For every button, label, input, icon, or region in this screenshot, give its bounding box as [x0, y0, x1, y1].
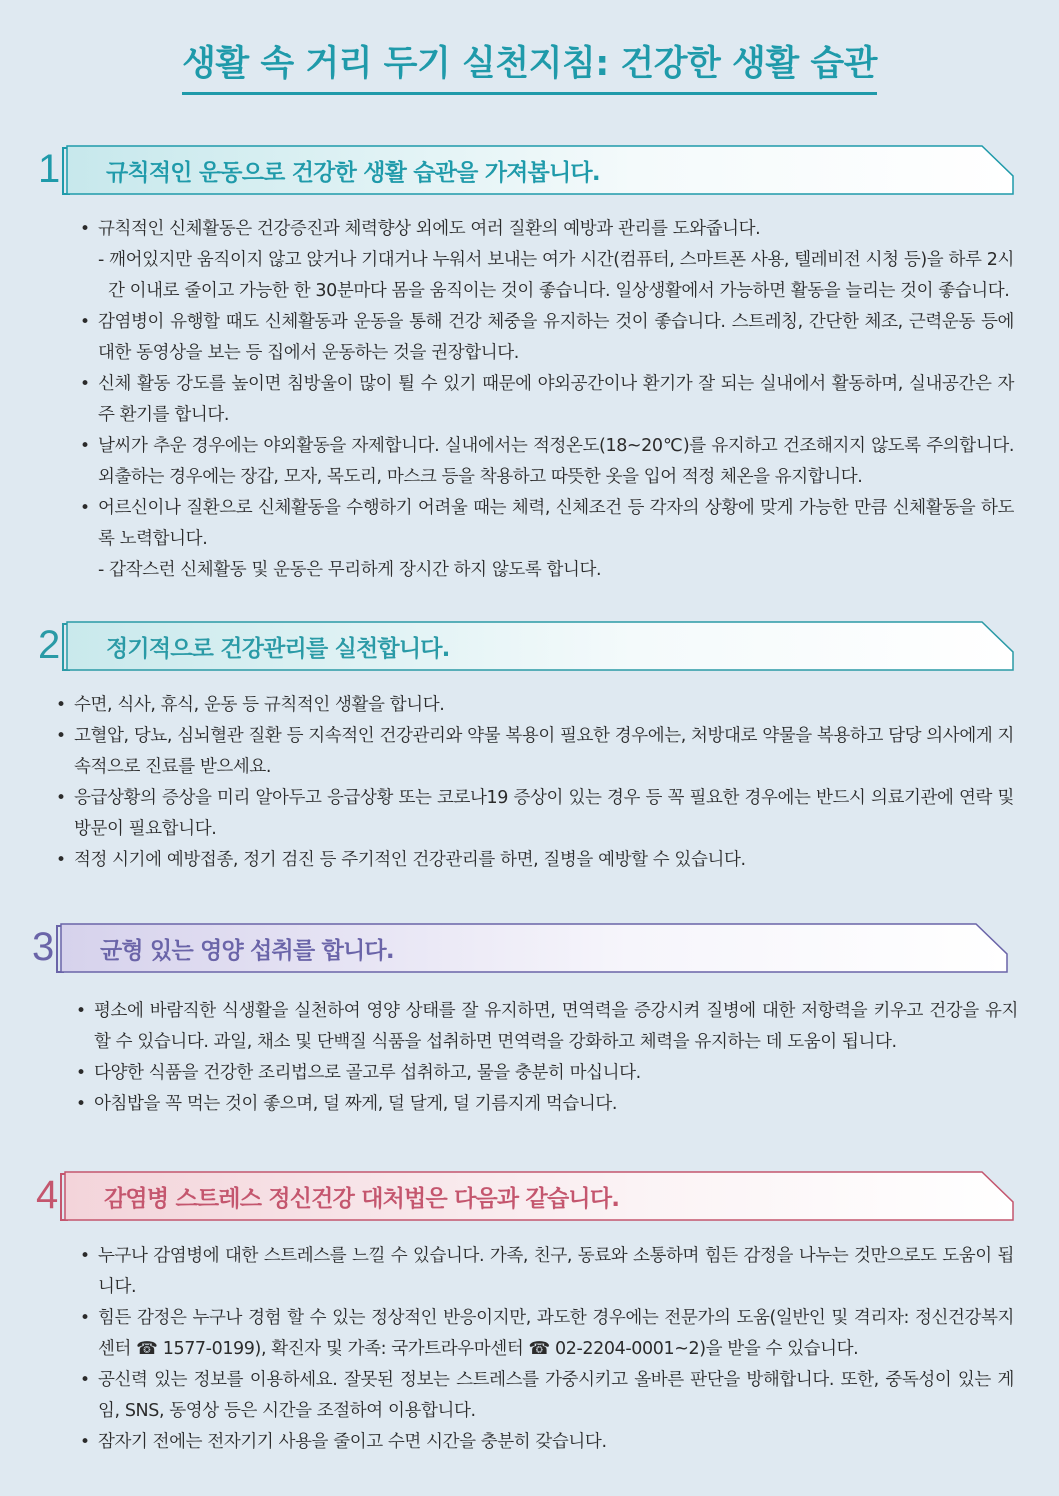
section-1-banner	[66, 145, 1014, 195]
list-item: • 고혈압, 당뇨, 심뇌혈관 질환 등 지속적인 건강관리와 약물 복용이 필요한 경우에는, 처방대로 약물을 복용하고 담당 의사에게 지속적으로 진료를 받으세요.	[56, 721, 1014, 783]
bullet-dot: •	[76, 1001, 86, 1021]
bullet-dot: •	[76, 1063, 86, 1083]
section-1-heading: 규칙적인 운동으로 건강한 생활 습관을 가져봅니다.	[106, 160, 600, 186]
section-4-banner	[64, 1171, 1014, 1221]
bullet-dot: •	[80, 436, 90, 456]
bullet-dot: •	[56, 788, 66, 808]
section-3-number: 3	[32, 925, 55, 969]
section-2-heading: 정기적으로 건강관리를 실천합니다.	[106, 636, 450, 662]
bullet-dot: •	[56, 726, 66, 746]
section-4-number: 4	[36, 1173, 59, 1217]
section-1	[0, 144, 1059, 584]
section-3	[0, 922, 1059, 1142]
section-4	[0, 1168, 1059, 1478]
bullet-dot: •	[80, 312, 90, 332]
bullet-dot: •	[56, 695, 66, 715]
page-title-wrap	[0, 42, 1059, 95]
bullet-dot: •	[80, 219, 90, 239]
list-item: • 평소에 바람직한 식생활을 실천하여 영양 상태를 잘 유지하면, 면역력을 증강시켜 질병에 대한 저항력을 키우고 건강을 유지할 수 있습니다. 과일, 채소 및 단백질 식품을 섭취하면 면역력을 강화하고 체력을 유지하는 데 도움이 됩니다.	[76, 996, 1018, 1058]
section-1-number: 1	[38, 147, 61, 191]
section-2-number: 2	[38, 623, 61, 667]
bullet-dot: •	[80, 374, 90, 394]
list-item: • 감염병이 유행할 때도 신체활동과 운동을 통해 건강 체중을 유지하는 것이 좋습니다. 스트레칭, 간단한 체조, 근력운동 등에 대한 동영상을 보는 등 집에서 운동하는 것을 권장합니다.	[80, 307, 1014, 369]
section-3-list	[76, 996, 1018, 1120]
bullet-dot: •	[80, 1246, 90, 1266]
list-item: • 어르신이나 질환으로 신체활동을 수행하기 어려울 때는 체력, 신체조건 등 각자의 상황에 맞게 가능한 만큼 신체활동을 하도록 노력합니다.	[80, 493, 1014, 555]
list-item: • 다양한 식품을 건강한 조리법으로 골고루 섭취하고, 물을 충분히 마십니다.	[76, 1058, 1018, 1089]
list-item: • 적정 시기에 예방접종, 정기 검진 등 주기적인 건강관리를 하면, 질병을 예방할 수 있습니다.	[56, 845, 1014, 876]
page-title: 생활 속 거리 두기 실천지침: 건강한 생활 습관	[182, 42, 877, 95]
section-4-heading: 감염병 스트레스 정신건강 대처법은 다음과 같습니다.	[104, 1186, 620, 1212]
list-item: • 아침밥을 꼭 먹는 것이 좋으며, 덜 짜게, 덜 달게, 덜 기름지게 먹습니다.	[76, 1089, 1018, 1120]
section-1-list	[80, 214, 1014, 586]
list-subitem: - 깨어있지만 움직이지 않고 앉거나 기대거나 누워서 보내는 여가 시간(컴퓨터, 스마트폰 사용, 텔레비전 시청 등)을 하루 2시간 이내로 줄이고 가능한 한 30분마다 몸을 움직이는 것이 좋습니다. 일상생활에서 가능하면 활동을 늘리는 것이 좋습니다.	[98, 250, 1014, 301]
list-item: • 힘든 감정은 누구나 경험 할 수 있는 정상적인 반응이지만, 과도한 경우에는 전문가의 도움(일반인 및 격리자: 정신건강복지센터 ☎ 1577-0199), 확진자 및 가족: 국가트라우마센터 ☎ 02-2204-0001~2)을 받을 수 있습니다.	[80, 1303, 1014, 1365]
section-2	[0, 620, 1059, 890]
list-item: • 잠자기 전에는 전자기기 사용을 줄이고 수면 시간을 충분히 갖습니다.	[80, 1427, 1014, 1458]
list-item: • 수면, 식사, 휴식, 운동 등 규칙적인 생활을 합니다.	[56, 690, 1014, 721]
section-3-heading: 균형 있는 영양 섭취를 합니다.	[100, 938, 394, 964]
section-2-list	[56, 690, 1014, 876]
list-item: • 신체 활동 강도를 높이면 침방울이 많이 튈 수 있기 때문에 야외공간이나 환기가 잘 되는 실내에서 활동하며, 실내공간은 자주 환기를 합니다.	[80, 369, 1014, 431]
list-item: • 응급상황의 증상을 미리 알아두고 응급상황 또는 코로나19 증상이 있는 경우 등 꼭 필요한 경우에는 반드시 의료기관에 연락 및 방문이 필요합니다.	[56, 783, 1014, 845]
list-subitem: - 갑작스런 신체활동 및 운동은 무리하게 장시간 하지 않도록 합니다.	[98, 560, 602, 580]
bullet-dot: •	[76, 1094, 86, 1114]
bullet-dot: •	[80, 1370, 90, 1390]
list-item: • 규칙적인 신체활동은 건강증진과 체력향상 외에도 여러 질환의 예방과 관리를 도와줍니다.	[80, 214, 1014, 245]
list-item: • 공신력 있는 정보를 이용하세요. 잘못된 정보는 스트레스를 가중시키고 올바른 판단을 방해합니다. 또한, 중독성이 있는 게임, SNS, 동영상 등은 시간을 조절하여 이용합니다.	[80, 1365, 1014, 1427]
list-item: • 날씨가 추운 경우에는 야외활동을 자제합니다. 실내에서는 적정온도(18~20℃)를 유지하고 건조해지지 않도록 주의합니다. 외출하는 경우에는 장갑, 모자, 목도리, 마스크 등을 착용하고 따뜻한 옷을 입어 적정 체온을 유지합니다.	[80, 431, 1014, 493]
bullet-dot: •	[80, 1308, 90, 1328]
list-item: • 누구나 감염병에 대한 스트레스를 느낄 수 있습니다. 가족, 친구, 동료와 소통하며 힘든 감정을 나누는 것만으로도 도움이 됩니다.	[80, 1241, 1014, 1303]
bullet-dot: •	[56, 850, 66, 870]
section-3-banner	[60, 923, 1008, 973]
section-4-list	[80, 1241, 1014, 1458]
bullet-dot: •	[80, 1432, 90, 1452]
bullet-dot: •	[80, 498, 90, 518]
section-2-banner	[66, 621, 1014, 671]
